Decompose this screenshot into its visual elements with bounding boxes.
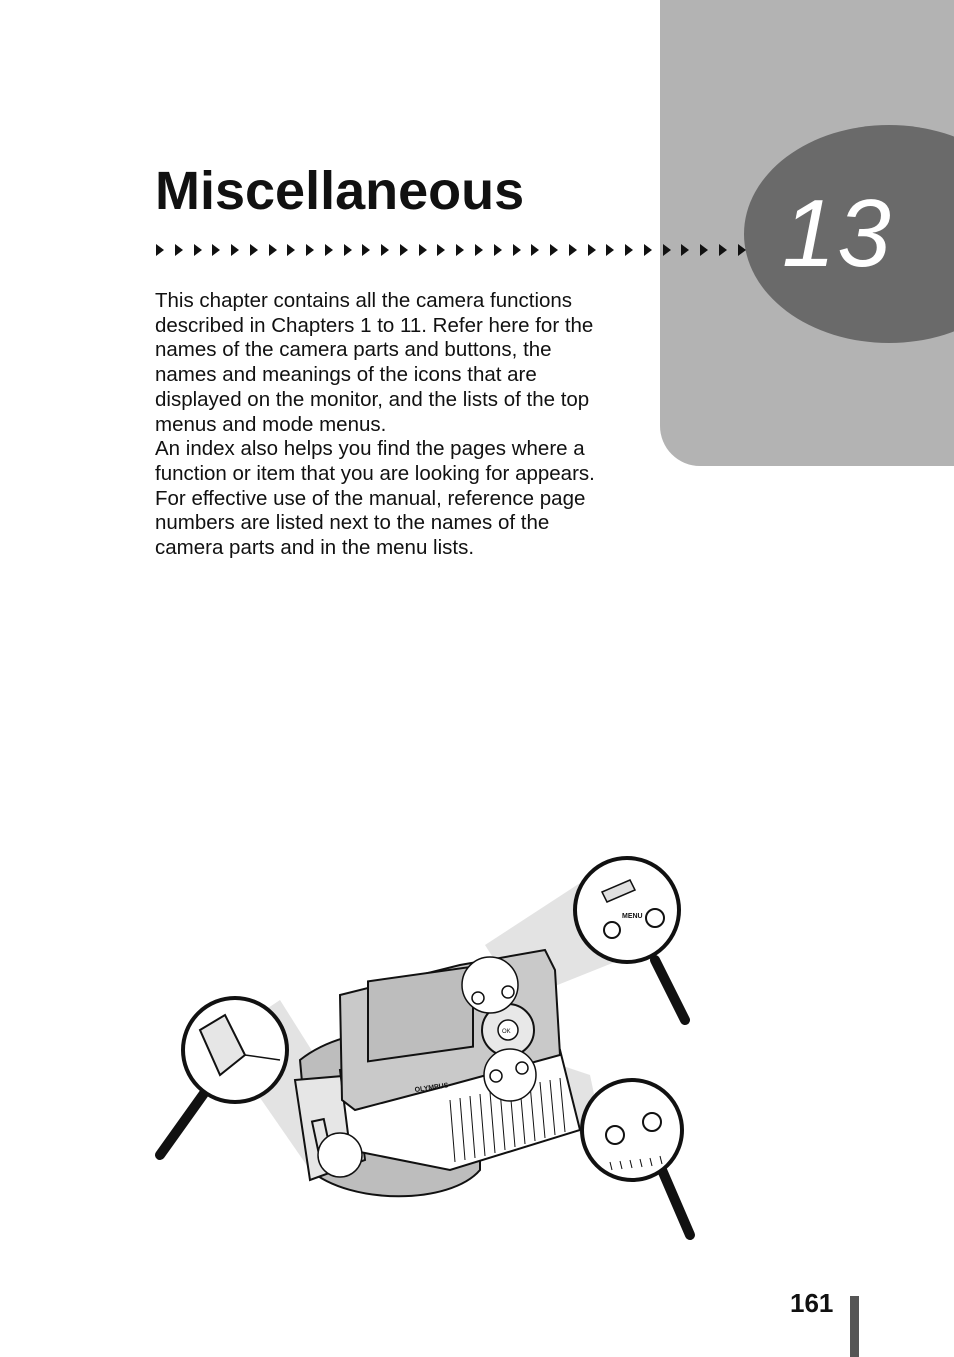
intro-paragraph-2: An index also helps you find the pages where a function or item that you are looking for appears. For effective use of the manual, reference page numbers are listed next to the names of the camera parts and in the menu lists. (155, 437, 595, 560)
ok-button-label: OK (502, 1029, 511, 1035)
chapter-number: 13 (782, 180, 893, 287)
page-number: 161 (790, 1288, 834, 1318)
chapter-title: Miscellaneous (155, 161, 525, 221)
page-edge-bar (850, 1296, 859, 1357)
camera-brand-label: OLYMPUS (414, 1082, 449, 1094)
camera-dock-illustration (150, 850, 710, 1250)
menu-button-label: MENU (622, 913, 643, 920)
chapter-intro (155, 289, 595, 561)
intro-paragraph-1: This chapter contains all the camera functions described in Chapters 1 to 11. Refer here for the names of the camera parts and buttons, the names and meanings of the icons that are displayed on the monitor, and the lists of the top menus and mode menus. (155, 289, 594, 436)
arrow-divider (156, 240, 746, 260)
